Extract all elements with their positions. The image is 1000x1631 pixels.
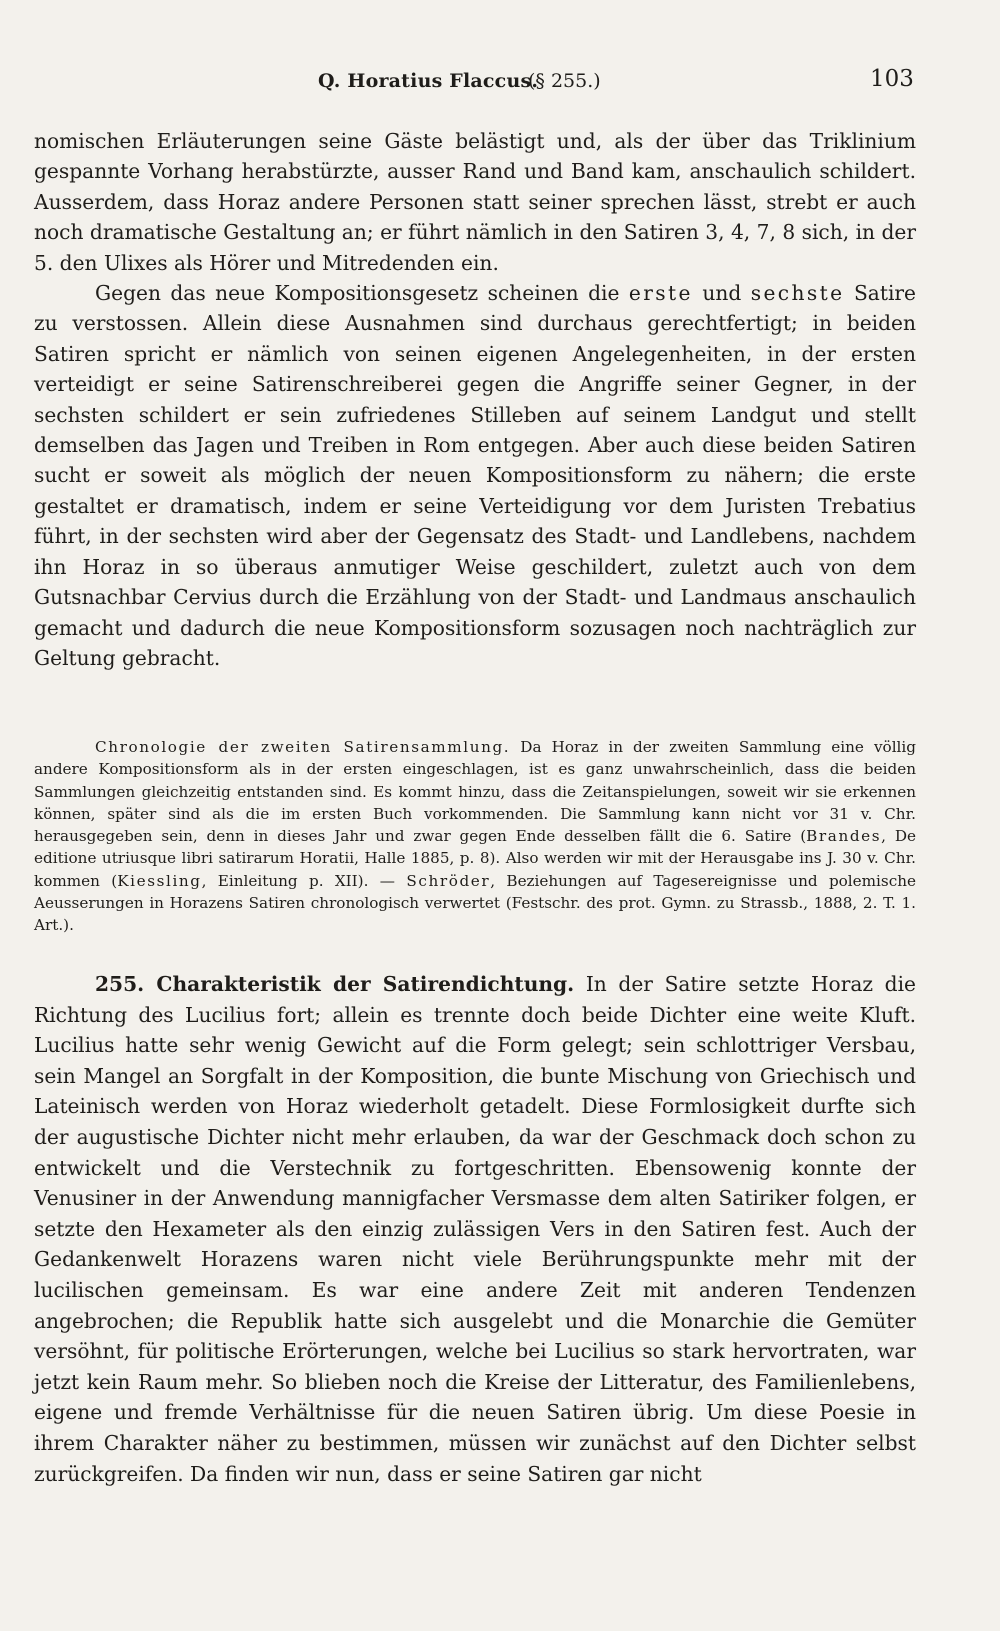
- emphasis-erste: erste: [628, 281, 693, 306]
- author-schroeder: Schröder: [406, 871, 491, 890]
- paragraph-text: Satire zu verstossen. Allein diese Ausnahmen sind durchaus gerechtfertigt; in beiden Satiren spricht er nämlich von seinen eigenen Angelegenheiten, in der ersten verteidigt er seine Satirenschreiberei gegen die Angriffe seiner Gegner, in der sechsten schildert er sein zufriedenes Stilleben auf seinem Landgut und stellt demselben das Jagen und Treiben in Rom entgegen. Aber auch diese beiden Satiren sucht er soweit als möglich der neuen Kompositionsform zu nähern; die erste gestaltet er dramatisch, indem er seine Verteidigung vor dem Juristen Trebatius führt, in der sechsten wird aber der Gegensatz des Stadt- und Landlebens, nachdem ihn Horaz in so überaus anmutiger Weise geschildert, zuletzt auch von dem Gutsnachbar Cervius durch die Erzählung von der Stadt- und Landmaus anschaulich gemacht und dadurch die neue Kompositionsform sozusagen noch nachträglich zur Geltung gebracht.: [34, 281, 916, 670]
- author-brandes: Brandes: [806, 827, 882, 846]
- section-reference: (§ 255.): [528, 70, 601, 92]
- note-text: Da Horaz in der zweiten Sammlung eine völlig andere Kompositionsform als in der ersten eingeschlagen, ist es ganz unwahrscheinlich, dass die beiden Sammlungen gleichzeitig entstanden sind. Es kommt hinzu, dass die Zeitanspielungen, soweit wir sie erkennen können, später sind als die im ersten Buch vorkommenden. Die Sammlung kann nicht vor 31 v. Chr. herausgegeben sein, denn in dieses Jahr und zwar gegen Ende desselben fällt die 6. Satire (: [34, 738, 916, 846]
- section-paragraph: [34, 969, 916, 1489]
- running-header: [0, 66, 1000, 106]
- note-text: , De editione utriusque libri satirarum Horatii, Halle 1885, p. 8). Also werden wir mit der Herausgabe ins J. 30 v. Chr. kommen (: [34, 827, 916, 890]
- section-heading: 255. Charakteristik der Satirendichtung.: [95, 972, 575, 996]
- paragraph-continuation: nomischen Erläuterungen seine Gäste belästigt und, als der über das Triklinium gespannte Vorhang herabstürzte, ausser Rand und Band kam, anschaulich schildert. Ausserdem, dass Horaz andere Personen statt seiner sprechen lässt, strebt er auch noch dramatische Gestaltung an; er führt nämlich in den Satiren 3, 4, 7, 8 sich, in der 5. den Ulixes als Hörer und Mitredenden ein.: [34, 129, 916, 275]
- main-text: [34, 126, 916, 673]
- section-text: In der Satire setzte Horaz die Richtung des Lucilius fort; allein es trennte doch beide Dichter eine weite Kluft. Lucilius hatte sehr wenig Gewicht auf die Form gelegt; sein schlottriger Versbau, sein Mangel an Sorgfalt in der Komposition, die bunte Mischung von Griechisch und Lateinisch werden von Horaz wiederholt getadelt. Diese Formlosigkeit durfte sich der augustische Dichter nicht mehr erlauben, da war der Geschmack doch schon zu entwickelt und die Verstechnik zu fortgeschritten. Ebensowenig konnte der Venusiner in der Anwendung mannigfacher Versmasse dem alten Satiriker folgen, er setzte den Hexameter als den einzig zulässigen Vers in den Satiren fest. Auch der Gedankenwelt Horazens waren nicht viele Berührungspunkte mehr mit der lucilischen gemeinsam. Es war eine andere Zeit mit anderen Tendenzen angebrochen; die Republik hatte sich ausgelebt und die Monarchie die Gemüter versöhnt, für politische Erörterungen, welche bei Lucilius so stark hervortraten, war jetzt kein Raum mehr. So blieben noch die Kreise der Litteratur, des Familienlebens, eigene und fremde Verhältnisse für die neuen Satiren übrig. Um diese Poesie in ihrem Charakter näher zu bestimmen, müssen wir zunächst auf den Dichter selbst zurückgreifen. Da finden wir nun, dass er seine Satiren gar nicht: [34, 972, 916, 1486]
- author-kiessling: Kiessling: [117, 871, 202, 890]
- note-paragraph: [34, 736, 916, 937]
- paragraph-composition: [34, 278, 916, 673]
- paragraph-text: und: [702, 281, 742, 306]
- section-255: [34, 969, 916, 1489]
- note-heading: Chronologie der zweiten Satirensammlung.: [95, 738, 511, 756]
- note-text: , Beziehungen auf Tagesereignisse und polemische Aeusserungen in Horazens Satiren chronologisch verwertet (Festschr. des prot. Gymn. zu Strassb., 1888, 2. T. 1. Art.).: [34, 871, 916, 935]
- note-text: , Einleitung p. XII). —: [201, 871, 407, 890]
- running-title: Q. Horatius Flaccus.: [318, 70, 539, 92]
- paragraph-text: Gegen das neue Kompositionsgesetz scheinen die: [95, 281, 620, 306]
- emphasis-sechste: sechste: [750, 281, 845, 306]
- chronology-note: [34, 736, 916, 937]
- page-number: 103: [870, 66, 914, 92]
